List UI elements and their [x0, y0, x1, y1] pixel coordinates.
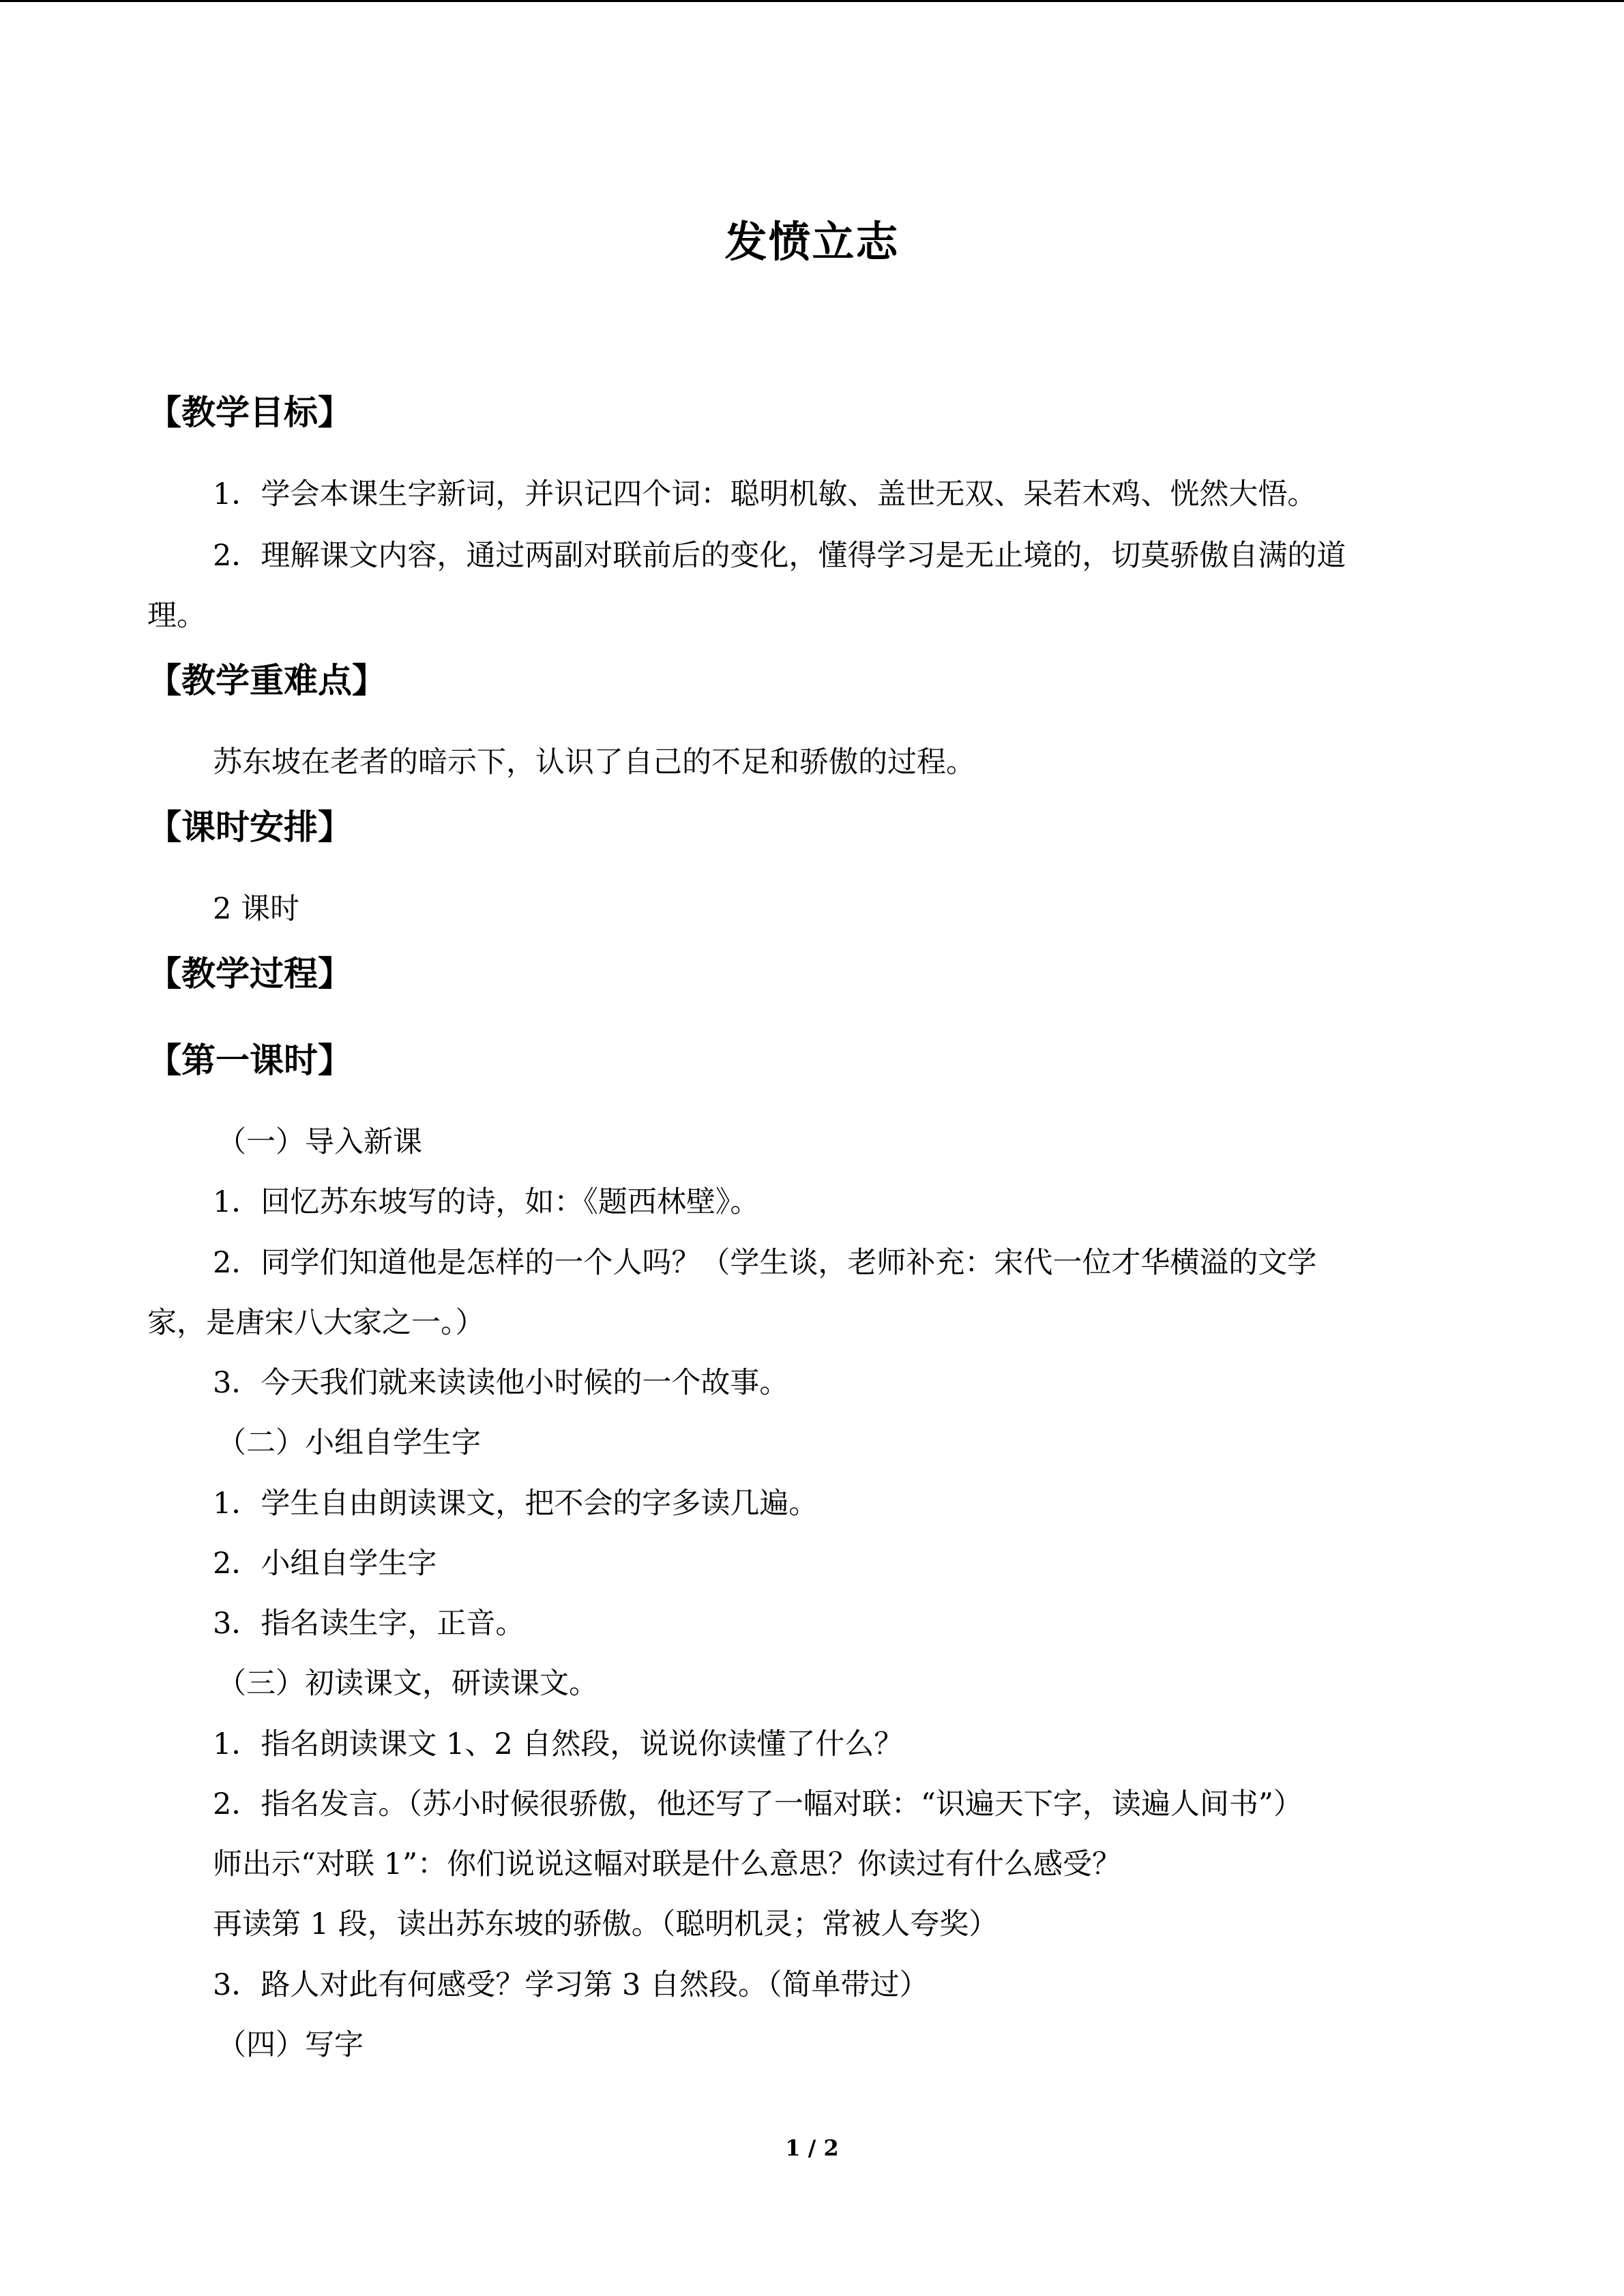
part-1-item-2-continued: 家，是唐宋八大家之一。） [147, 1306, 485, 1340]
part-3-item-2: 2．指名发言。（苏小时候很骄傲，他还写了一幅对联：“识遍天下字，读遍人间书”） [213, 1787, 1303, 1821]
part-2-title: （二）小组自学生字 [217, 1426, 481, 1460]
schedule-text: 2 课时 [213, 892, 300, 926]
section-heading-key-points: 【教学重难点】 [147, 661, 386, 700]
part-3-note-1: 师出示“对联 1”：你们说说这幅对联是什么意思？你读过有什么感受？ [213, 1847, 1121, 1881]
part-4-title: （四）写字 [217, 2028, 364, 2062]
part-3-title: （三）初读课文，研读课文。 [217, 1667, 598, 1701]
part-1-item-2: 2．同学们知道他是怎样的一个人吗？（学生谈，老师补充：宋代一位才华横溢的文学 [213, 1246, 1317, 1280]
part-1-item-1: 1．回忆苏东坡写的诗，如：《题西林壁》。 [213, 1185, 760, 1219]
part-2-item-2: 2．小组自学生字 [213, 1547, 437, 1581]
part-3-note-2: 再读第 1 段，读出苏东坡的骄傲。（聪明机灵；常被人夸奖） [213, 1907, 999, 1941]
key-points-text: 苏东坡在老者的暗示下，认识了自己的不足和骄傲的过程。 [213, 745, 975, 779]
objective-item-2-continued: 理。 [147, 599, 206, 633]
part-3-item-1: 1．指名朗读课文 1、2 自然段，说说你读懂了什么？ [213, 1727, 904, 1761]
section-heading-objectives: 【教学目标】 [147, 393, 352, 432]
page-number: 1 / 2 [785, 2135, 839, 2161]
part-1-item-3: 3．今天我们就来读读他小时候的一个故事。 [213, 1366, 789, 1400]
part-1-title: （一）导入新课 [217, 1125, 422, 1159]
part-3-item-3: 3．路人对此有何感受？学习第 3 自然段。（简单带过） [213, 1968, 929, 2002]
objective-item-1: 1．学会本课生字新词，并识记四个词：聪明机敏、盖世无双、呆若木鸡、恍然大悟。 [213, 477, 1317, 511]
part-2-item-1: 1．学生自由朗读课文，把不会的字多读几遍。 [213, 1487, 818, 1521]
section-heading-lesson-1: 【第一课时】 [147, 1041, 352, 1080]
top-border-rule [0, 0, 1624, 2]
objective-item-2: 2．理解课文内容，通过两副对联前后的变化，懂得学习是无止境的，切莫骄傲自满的道 [213, 539, 1346, 573]
section-heading-schedule: 【课时安排】 [147, 807, 352, 847]
section-heading-process: 【教学过程】 [147, 954, 352, 994]
page-title: 发愤立志 [724, 217, 900, 267]
part-2-item-3: 3．指名读生字，正音。 [213, 1607, 525, 1641]
